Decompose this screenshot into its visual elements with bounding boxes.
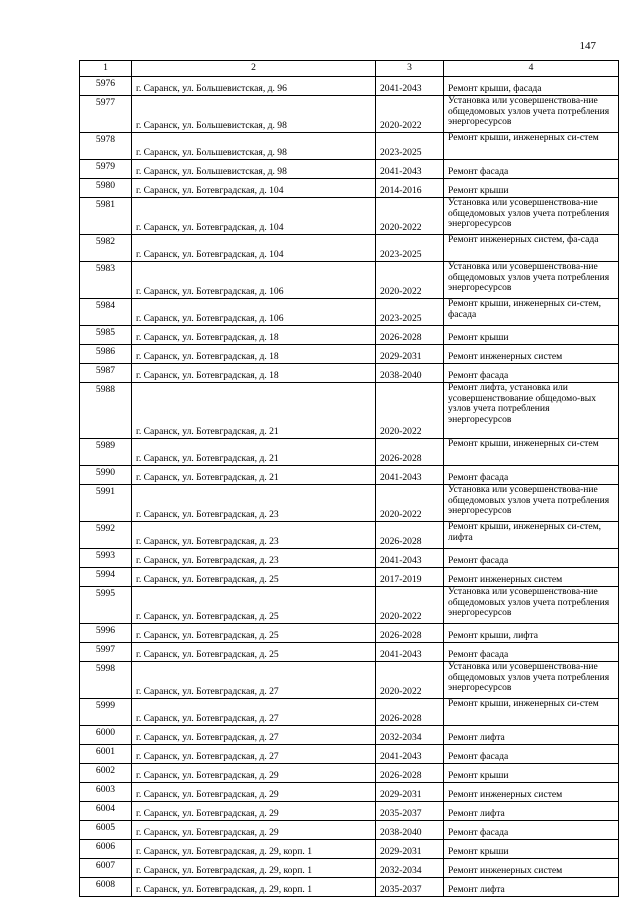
row-works: Ремонт крыши, инженерных си-стем, лифта [444,522,619,549]
row-address: г. Саранск, ул. Ботевградская, д. 29, корп. 1 [132,840,376,859]
row-number: 6003 [80,783,132,802]
row-address: г. Саранск, ул. Ботевградская, д. 18 [132,364,376,383]
row-works: Ремонт фасада [444,549,619,568]
row-number: 5992 [80,522,132,549]
row-works: Установка или усовершенствова-ние общедомовых узлов учета потребления энергоресурсов [444,587,619,624]
row-works: Ремонт инженерных систем [444,859,619,878]
row-works: Ремонт фасада [444,364,619,383]
table-row [80,179,619,198]
row-number: 5993 [80,549,132,568]
row-number: 5997 [80,643,132,662]
row-address: г. Саранск, ул. Ботевградская, д. 18 [132,345,376,364]
table-row [80,840,619,859]
row-number: 6006 [80,840,132,859]
column-header-4: 4 [444,61,619,77]
row-works: Ремонт крыши, инженерных си-стем [444,439,619,466]
row-number: 5983 [80,262,132,299]
row-period: 2032-2034 [376,859,444,878]
row-address: г. Саранск, ул. Ботевградская, д. 29 [132,802,376,821]
row-address: г. Саранск, ул. Ботевградская, д. 25 [132,624,376,643]
table-row [80,485,619,522]
table-row [80,859,619,878]
row-works: Ремонт лифта [444,802,619,821]
row-period: 2035-2037 [376,802,444,821]
column-header-1: 1 [80,61,132,77]
row-works: Ремонт лифта [444,878,619,897]
row-address: г. Саранск, ул. Ботевградская, д. 21 [132,466,376,485]
table-row [80,643,619,662]
table-row [80,783,619,802]
table-row [80,699,619,726]
row-number: 5996 [80,624,132,643]
row-number: 6002 [80,764,132,783]
row-address: г. Саранск, ул. Ботевградская, д. 23 [132,485,376,522]
row-works: Ремонт инженерных систем [444,345,619,364]
row-works: Ремонт лифта [444,726,619,745]
row-number: 5982 [80,235,132,262]
row-period: 2017-2019 [376,568,444,587]
row-number: 5989 [80,439,132,466]
table-row [80,802,619,821]
row-period: 2038-2040 [376,364,444,383]
row-works: Ремонт крыши [444,840,619,859]
table-row [80,466,619,485]
row-period: 2020-2022 [376,198,444,235]
row-number: 6000 [80,726,132,745]
table-row [80,133,619,160]
table-row [80,235,619,262]
row-works: Ремонт крыши, лифта [444,624,619,643]
row-number: 6007 [80,859,132,878]
row-address: г. Саранск, ул. Ботевградская, д. 29 [132,764,376,783]
row-address: г. Саранск, ул. Ботевградская, д. 21 [132,383,376,439]
row-address: г. Саранск, ул. Большевистская, д. 98 [132,96,376,133]
row-works: Ремонт крыши, фасада [444,77,619,96]
row-number: 6005 [80,821,132,840]
row-number: 5980 [80,179,132,198]
row-number: 5977 [80,96,132,133]
table-row [80,878,619,897]
row-works: Установка или усовершенствова-ние общедомовых узлов учета потребления энергоресурсов [444,198,619,235]
row-number: 6004 [80,802,132,821]
table-row [80,568,619,587]
row-number: 5985 [80,326,132,345]
row-number: 5978 [80,133,132,160]
row-number: 5995 [80,587,132,624]
row-period: 2029-2031 [376,345,444,364]
table-row [80,726,619,745]
row-works: Ремонт инженерных систем [444,568,619,587]
row-number: 5981 [80,198,132,235]
row-works: Установка или усовершенствова-ние общедомовых узлов учета потребления энергоресурсов [444,262,619,299]
row-period: 2041-2043 [376,466,444,485]
row-address: г. Саранск, ул. Ботевградская, д. 106 [132,299,376,326]
row-address: г. Саранск, ул. Ботевградская, д. 27 [132,745,376,764]
row-number: 5990 [80,466,132,485]
row-period: 2041-2043 [376,745,444,764]
table-row [80,345,619,364]
row-works: Ремонт лифта, установка или усовершенствование общедомо-вых узлов учета потребления энергоресурсов [444,383,619,439]
row-address: г. Саранск, ул. Ботевградская, д. 27 [132,662,376,699]
row-number: 5986 [80,345,132,364]
row-address: г. Саранск, ул. Большевистская, д. 98 [132,160,376,179]
table-row [80,549,619,568]
row-period: 2041-2043 [376,549,444,568]
row-works: Ремонт фасада [444,160,619,179]
table-row [80,764,619,783]
table-row [80,745,619,764]
row-works: Ремонт крыши [444,326,619,345]
row-number: 5984 [80,299,132,326]
table-row [80,299,619,326]
row-number: 5979 [80,160,132,179]
row-number: 5988 [80,383,132,439]
row-number: 5999 [80,699,132,726]
row-address: г. Саранск, ул. Ботевградская, д. 18 [132,326,376,345]
row-number: 5998 [80,662,132,699]
table-row [80,77,619,96]
row-period: 2020-2022 [376,662,444,699]
column-header-3: 3 [376,61,444,77]
table-row [80,439,619,466]
row-period: 2026-2028 [376,522,444,549]
row-number: 6001 [80,745,132,764]
row-works: Ремонт крыши [444,764,619,783]
row-period: 2020-2022 [376,383,444,439]
row-address: г. Саранск, ул. Ботевградская, д. 29, корп. 1 [132,878,376,897]
row-period: 2026-2028 [376,764,444,783]
row-address: г. Саранск, ул. Большевистская, д. 96 [132,77,376,96]
table-row [80,522,619,549]
row-address: г. Саранск, ул. Ботевградская, д. 29 [132,783,376,802]
row-period: 2014-2016 [376,179,444,198]
row-period: 2029-2031 [376,840,444,859]
row-works: Ремонт крыши, инженерных си-стем [444,133,619,160]
row-works: Ремонт крыши, инженерных си-стем [444,699,619,726]
column-header-2: 2 [132,61,376,77]
row-address: г. Саранск, ул. Большевистская, д. 98 [132,133,376,160]
row-period: 2035-2037 [376,878,444,897]
row-works: Ремонт крыши, инженерных си-стем, фасада [444,299,619,326]
table-row [80,364,619,383]
row-works: Ремонт крыши [444,179,619,198]
row-address: г. Саранск, ул. Ботевградская, д. 106 [132,262,376,299]
row-period: 2029-2031 [376,783,444,802]
table-row [80,383,619,439]
row-period: 2023-2025 [376,235,444,262]
row-address: г. Саранск, ул. Ботевградская, д. 27 [132,699,376,726]
row-period: 2020-2022 [376,485,444,522]
row-period: 2026-2028 [376,624,444,643]
row-works: Установка или усовершенствова-ние общедомовых узлов учета потребления энергоресурсов [444,485,619,522]
row-address: г. Саранск, ул. Ботевградская, д. 25 [132,568,376,587]
row-address: г. Саранск, ул. Ботевградская, д. 104 [132,235,376,262]
row-address: г. Саранск, ул. Ботевградская, д. 23 [132,522,376,549]
row-address: г. Саранск, ул. Ботевградская, д. 23 [132,549,376,568]
row-number: 5991 [80,485,132,522]
row-works: Ремонт фасада [444,643,619,662]
row-works: Ремонт инженерных систем [444,783,619,802]
row-works: Установка или усовершенствова-ние общедомовых узлов учета потребления энергоресурсов [444,662,619,699]
row-address: г. Саранск, ул. Ботевградская, д. 25 [132,587,376,624]
table-row [80,262,619,299]
row-address: г. Саранск, ул. Ботевградская, д. 21 [132,439,376,466]
row-period: 2041-2043 [376,643,444,662]
row-period: 2032-2034 [376,726,444,745]
row-number: 6008 [80,878,132,897]
row-works: Ремонт фасада [444,821,619,840]
table-row [80,326,619,345]
row-works: Ремонт фасада [444,745,619,764]
row-works: Ремонт фасада [444,466,619,485]
row-number: 5987 [80,364,132,383]
row-number: 5976 [80,77,132,96]
row-address: г. Саранск, ул. Ботевградская, д. 104 [132,179,376,198]
row-address: г. Саранск, ул. Ботевградская, д. 104 [132,198,376,235]
table-row [80,160,619,179]
table-row [80,96,619,133]
row-period: 2023-2025 [376,299,444,326]
row-period: 2041-2043 [376,77,444,96]
table-row [80,198,619,235]
row-period: 2020-2022 [376,587,444,624]
row-period: 2041-2043 [376,160,444,179]
table-row [80,662,619,699]
row-period: 2026-2028 [376,699,444,726]
table-row [80,587,619,624]
row-period: 2038-2040 [376,821,444,840]
table-row [80,821,619,840]
row-address: г. Саранск, ул. Ботевградская, д. 27 [132,726,376,745]
table-row [80,624,619,643]
row-period: 2026-2028 [376,326,444,345]
row-number: 5994 [80,568,132,587]
row-period: 2026-2028 [376,439,444,466]
row-address: г. Саранск, ул. Ботевградская, д. 29, корп. 1 [132,859,376,878]
row-address: г. Саранск, ул. Ботевградская, д. 29 [132,821,376,840]
row-works: Установка или усовершенствова-ние общедомовых узлов учета потребления энергоресурсов [444,96,619,133]
table-header-row [80,61,619,77]
row-period: 2020-2022 [376,262,444,299]
row-address: г. Саранск, ул. Ботевградская, д. 25 [132,643,376,662]
page-number: 147 [579,40,596,52]
row-period: 2020-2022 [376,96,444,133]
row-works: Ремонт инженерных систем, фа-сада [444,235,619,262]
row-period: 2023-2025 [376,133,444,160]
register-table [79,60,619,897]
